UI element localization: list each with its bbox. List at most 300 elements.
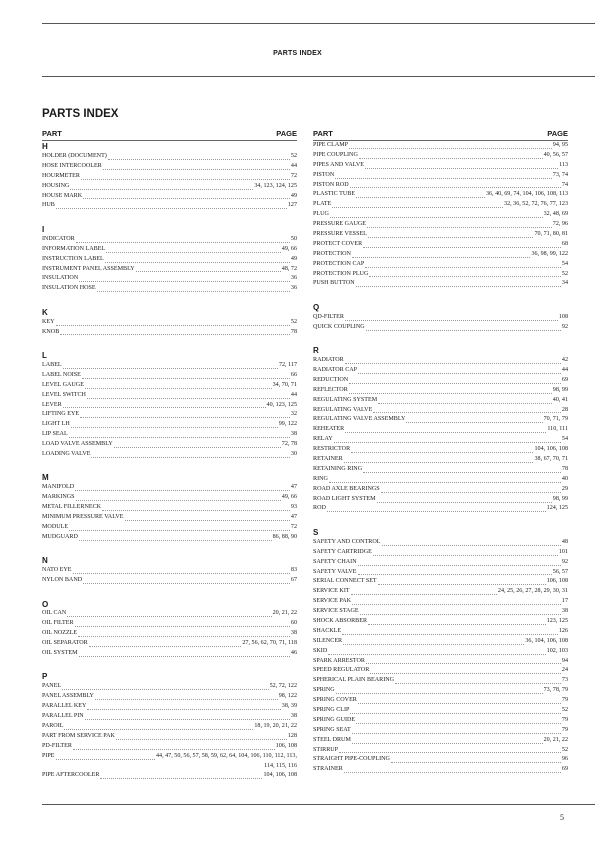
dot-leader bbox=[345, 363, 561, 364]
part-name: PIPES AND VALVE bbox=[313, 161, 365, 168]
column-header bbox=[42, 129, 297, 141]
dot-leader bbox=[377, 502, 552, 503]
part-name: KNOB bbox=[42, 328, 60, 335]
section-gap bbox=[42, 337, 297, 350]
index-section bbox=[42, 555, 297, 586]
dot-leader bbox=[73, 573, 290, 574]
index-entry bbox=[42, 702, 297, 712]
part-name: OIL SYSTEM bbox=[42, 650, 78, 657]
dot-leader bbox=[82, 378, 290, 379]
page-refs: 73 bbox=[561, 677, 568, 684]
part-name: INSULATION HOSE bbox=[42, 285, 96, 292]
top-rule bbox=[42, 23, 595, 24]
dot-leader bbox=[356, 286, 561, 287]
index-entry bbox=[42, 391, 297, 401]
page-refs: 34 bbox=[561, 280, 568, 287]
dot-leader bbox=[350, 187, 561, 188]
page-refs: 49, 66 bbox=[281, 494, 297, 501]
dot-leader bbox=[64, 729, 253, 730]
part-header: PART bbox=[42, 129, 62, 138]
index-entry bbox=[313, 676, 568, 686]
running-header: PARTS INDEX bbox=[273, 50, 322, 57]
dot-leader bbox=[359, 158, 543, 159]
dot-leader bbox=[339, 752, 561, 753]
index-entry bbox=[313, 647, 568, 657]
part-name: PIPE bbox=[42, 752, 55, 759]
index-entry bbox=[313, 445, 568, 455]
dot-leader bbox=[378, 584, 546, 585]
page-refs: 52 bbox=[561, 746, 568, 753]
index-entry bbox=[313, 435, 568, 445]
dot-leader bbox=[69, 530, 290, 531]
index-section bbox=[42, 472, 297, 542]
dot-leader bbox=[334, 442, 561, 443]
page-refs: 52 bbox=[290, 318, 297, 325]
page-refs: 124, 125 bbox=[546, 505, 568, 512]
dot-leader bbox=[87, 398, 290, 399]
index-section bbox=[42, 350, 297, 460]
index-entry bbox=[42, 752, 297, 762]
index-entry bbox=[313, 415, 568, 425]
page-refs: 79 bbox=[561, 716, 568, 723]
dot-leader bbox=[365, 267, 561, 268]
dot-leader bbox=[352, 733, 561, 734]
page-refs: 92 bbox=[561, 558, 568, 565]
part-name: REFLECTOR bbox=[313, 386, 348, 393]
page-refs: 40, 56, 57 bbox=[543, 151, 568, 158]
part-name: PAROIL bbox=[42, 723, 64, 729]
part-name: LEVEL SWITCH bbox=[42, 391, 86, 398]
part-name: LIFTING EYE bbox=[42, 411, 80, 418]
page-refs: 48, 72 bbox=[281, 265, 297, 272]
page-refs: 72 bbox=[290, 172, 297, 179]
dot-leader bbox=[62, 689, 269, 690]
section-letter: L bbox=[42, 350, 47, 360]
dot-leader bbox=[80, 417, 290, 418]
page-refs: 38 bbox=[290, 630, 297, 637]
part-name: RING bbox=[313, 475, 328, 482]
part-name: LABEL NOISE bbox=[42, 371, 81, 378]
index-section bbox=[42, 599, 297, 659]
part-name: RELAY bbox=[313, 436, 333, 443]
section-letter: H bbox=[42, 142, 48, 151]
page-refs: 49, 66 bbox=[281, 245, 297, 252]
part-name: HOUSING bbox=[42, 182, 70, 189]
dot-leader bbox=[85, 388, 272, 389]
dot-leader bbox=[100, 778, 262, 779]
page-refs: 114, 115, 116 bbox=[264, 762, 297, 769]
part-name: LOAD VALVE ASSEMBLY bbox=[42, 441, 113, 448]
dot-leader bbox=[63, 368, 278, 369]
index-entry bbox=[42, 245, 297, 255]
index-entry bbox=[42, 742, 297, 752]
page-refs: 68 bbox=[561, 240, 568, 247]
page-refs: 106, 108 bbox=[546, 578, 568, 585]
section-letter: O bbox=[42, 599, 49, 609]
page-refs: 96 bbox=[561, 756, 568, 763]
part-name: SPHERICAL PLAIN BEARING bbox=[313, 677, 395, 684]
dot-leader bbox=[345, 320, 558, 321]
section-gap bbox=[42, 294, 297, 307]
part-name: PROTECTION bbox=[313, 250, 351, 257]
index-entry bbox=[313, 161, 568, 171]
dot-leader bbox=[350, 713, 561, 714]
index-entry bbox=[42, 440, 297, 450]
section-gap bbox=[42, 460, 297, 473]
part-name: METAL FILLERNECK bbox=[42, 504, 102, 511]
part-name: OIL NOZZLE bbox=[42, 630, 78, 637]
index-entry bbox=[42, 483, 297, 493]
part-name: HOSE INTERCOOLER bbox=[42, 162, 102, 169]
index-entry bbox=[313, 270, 568, 280]
dot-leader bbox=[367, 227, 552, 228]
dot-leader bbox=[358, 565, 561, 566]
dot-leader bbox=[366, 663, 561, 664]
dot-leader bbox=[102, 510, 290, 511]
index-section bbox=[313, 141, 568, 289]
page-refs: 32, 36, 52, 72, 76, 77, 123 bbox=[504, 201, 568, 208]
part-name: PIPE COUPLING bbox=[313, 151, 358, 158]
page-refs: 104, 106, 108 bbox=[534, 446, 568, 453]
index-entry bbox=[42, 732, 297, 742]
index-entry bbox=[42, 401, 297, 411]
page-refs: 38 bbox=[561, 608, 568, 615]
page-refs: 104, 106, 108 bbox=[263, 772, 297, 779]
index-section bbox=[42, 307, 297, 338]
section-letter: R bbox=[313, 346, 319, 356]
part-name: SPEED REGULATOR bbox=[313, 667, 370, 674]
part-name: SAFETY VALVE bbox=[313, 568, 357, 575]
page-refs: 44 bbox=[561, 367, 568, 374]
dot-leader bbox=[391, 762, 561, 763]
index-entry bbox=[313, 617, 568, 627]
part-name: HOUSE MARK bbox=[42, 192, 83, 199]
dot-leader bbox=[358, 373, 561, 374]
dot-leader bbox=[70, 189, 253, 190]
index-entry bbox=[313, 755, 568, 765]
part-name: PROTECTION PLUG bbox=[313, 270, 369, 277]
part-name: PROTECT COVER bbox=[313, 240, 363, 247]
part-name: RADIATOR CAP bbox=[313, 367, 358, 374]
page-refs: 102, 103 bbox=[546, 647, 568, 654]
dot-leader bbox=[108, 159, 290, 160]
index-entry bbox=[313, 376, 568, 386]
page-refs: 67 bbox=[290, 577, 297, 584]
dot-leader bbox=[69, 437, 290, 438]
part-name: INSULATION bbox=[42, 275, 79, 282]
page-refs: 38, 39 bbox=[281, 703, 297, 710]
dot-leader bbox=[351, 452, 533, 453]
part-name: MANIFOLD bbox=[42, 484, 75, 491]
page-refs: 73, 78, 79 bbox=[543, 687, 568, 694]
index-entry bbox=[313, 686, 568, 696]
dot-leader bbox=[79, 281, 290, 282]
index-entry bbox=[313, 736, 568, 746]
index-entry bbox=[313, 171, 568, 181]
index-entry bbox=[42, 639, 297, 649]
index-entry bbox=[42, 712, 297, 722]
page-refs: 128 bbox=[287, 732, 297, 739]
index-entry bbox=[313, 587, 568, 597]
dot-leader bbox=[352, 257, 531, 258]
part-name: HOURMETER bbox=[42, 172, 80, 179]
page-refs: 56, 57 bbox=[552, 568, 568, 575]
index-entry bbox=[313, 181, 568, 191]
page-refs: 44 bbox=[290, 391, 297, 398]
index-entry bbox=[42, 771, 297, 781]
section-gap bbox=[42, 543, 297, 556]
part-name: SAFETY CARTRIDGE bbox=[313, 548, 372, 555]
section-gap bbox=[313, 333, 568, 346]
section-letter: M bbox=[42, 473, 49, 483]
index-entry bbox=[313, 279, 568, 289]
index-entry bbox=[42, 619, 297, 629]
index-entry bbox=[313, 505, 568, 515]
dot-leader bbox=[328, 654, 545, 655]
part-name: INSTRUCTION LABEL bbox=[42, 255, 104, 262]
part-name: KEY bbox=[42, 318, 55, 325]
section-letter: I bbox=[42, 224, 45, 234]
part-name: ROAD AXLE BEARINGS bbox=[313, 485, 380, 492]
page-refs: 38 bbox=[290, 713, 297, 720]
dot-leader bbox=[381, 492, 561, 493]
part-name: SERIAL CONNECT SET bbox=[313, 578, 377, 585]
index-entry bbox=[313, 577, 568, 587]
index-entry bbox=[313, 425, 568, 435]
index-entry bbox=[313, 190, 568, 200]
page-refs: 72, 96 bbox=[552, 221, 568, 228]
part-name: LIP SEAL bbox=[42, 431, 68, 438]
part-name: REHEATER bbox=[313, 426, 345, 433]
part-name: PRESSURE GAUGE bbox=[313, 221, 366, 228]
dot-leader bbox=[395, 683, 561, 684]
dot-leader bbox=[136, 271, 281, 272]
part-name: RESTRICTOR bbox=[313, 446, 351, 453]
index-entry bbox=[313, 716, 568, 726]
dot-leader bbox=[378, 403, 552, 404]
page-header: PAGE bbox=[276, 129, 297, 138]
part-name: PIPE CLAMP bbox=[313, 141, 349, 148]
index-entry bbox=[313, 396, 568, 406]
page-refs: 94, 95 bbox=[552, 141, 568, 148]
index-entry bbox=[42, 255, 297, 265]
dot-leader bbox=[363, 247, 561, 248]
index-section bbox=[313, 527, 568, 775]
index-entry bbox=[313, 485, 568, 495]
page-refs: 101 bbox=[558, 548, 568, 555]
page-refs: 69 bbox=[561, 766, 568, 773]
page-refs: 99, 122 bbox=[278, 421, 297, 428]
index-entry bbox=[313, 250, 568, 260]
dot-leader bbox=[336, 693, 543, 694]
dot-leader bbox=[89, 646, 242, 647]
page-refs: 113 bbox=[559, 161, 568, 168]
part-name: SILENCER bbox=[313, 637, 343, 644]
index-column-right bbox=[313, 129, 568, 775]
part-name: PLUG bbox=[313, 211, 329, 218]
index-entry bbox=[313, 637, 568, 647]
dot-leader bbox=[125, 520, 290, 521]
dot-leader bbox=[97, 291, 290, 292]
part-name: SERVICE PAK bbox=[313, 598, 352, 605]
part-name: MARKINGS bbox=[42, 494, 75, 501]
part-name: REGULATING SYSTEM bbox=[313, 396, 378, 403]
part-name: MODULE bbox=[42, 523, 69, 530]
dot-leader bbox=[67, 616, 271, 617]
page-refs: 106, 108 bbox=[275, 742, 297, 749]
index-entry bbox=[42, 162, 297, 172]
dot-leader bbox=[332, 207, 503, 208]
part-name: STRAIGHT PIPE-COUPLING bbox=[313, 756, 390, 763]
index-section bbox=[42, 224, 297, 294]
page-refs: 72, 78 bbox=[281, 441, 297, 448]
index-entry bbox=[313, 538, 568, 548]
index-entry bbox=[313, 323, 568, 333]
page-refs: 83 bbox=[290, 567, 297, 574]
index-entry bbox=[313, 141, 568, 151]
dot-leader bbox=[85, 719, 290, 720]
dot-leader bbox=[406, 422, 542, 423]
index-entry bbox=[313, 746, 568, 756]
index-section bbox=[313, 345, 568, 514]
part-name: MUDGUARD bbox=[42, 533, 78, 540]
index-entry bbox=[42, 629, 297, 639]
part-name: PARALLEL KEY bbox=[42, 703, 87, 710]
index-entry bbox=[313, 657, 568, 667]
page-header: PAGE bbox=[547, 129, 568, 138]
index-entry bbox=[313, 568, 568, 578]
index-section bbox=[42, 671, 297, 781]
page-refs: 36, 104, 106, 108 bbox=[525, 637, 568, 644]
dot-leader bbox=[329, 482, 561, 483]
dot-leader bbox=[87, 709, 280, 710]
dot-leader bbox=[349, 383, 561, 384]
part-name: REGULATING VALVE ASSEMBLY bbox=[313, 416, 406, 423]
part-name: OIL CAN bbox=[42, 610, 67, 617]
index-entry bbox=[42, 430, 297, 440]
part-name: PLASTIC TUBE bbox=[313, 191, 356, 198]
index-entry bbox=[313, 597, 568, 607]
part-name: QUICK COUPLING bbox=[313, 323, 365, 330]
dot-leader bbox=[73, 749, 275, 750]
page-refs: 79 bbox=[561, 726, 568, 733]
page-number: 5 bbox=[560, 813, 564, 822]
page-refs: 70, 71, 80, 81 bbox=[534, 231, 568, 237]
dot-leader bbox=[344, 772, 561, 773]
section-letter: P bbox=[42, 672, 48, 682]
part-name: PIPE AFTERCOOLER bbox=[42, 772, 100, 779]
index-entry bbox=[313, 260, 568, 270]
page-refs: 66 bbox=[290, 371, 297, 378]
dot-leader bbox=[63, 407, 266, 408]
dot-leader bbox=[330, 217, 543, 218]
index-entry bbox=[42, 450, 297, 460]
index-entry bbox=[42, 274, 297, 284]
page-refs: 47 bbox=[290, 514, 297, 521]
page-refs: 17 bbox=[561, 598, 568, 605]
page-title: PARTS INDEX bbox=[42, 108, 119, 120]
page-refs: 54 bbox=[561, 436, 568, 443]
page-refs: 40, 123, 125 bbox=[266, 401, 297, 408]
dot-leader bbox=[349, 393, 552, 394]
page-refs: 24, 25, 26, 27, 28, 29, 30, 31 bbox=[497, 588, 568, 595]
part-name: SPRING COVER bbox=[313, 697, 357, 704]
part-name: RADIATOR bbox=[313, 357, 344, 364]
dot-leader bbox=[75, 626, 290, 627]
section-letter: S bbox=[313, 527, 319, 537]
part-name: REGULATING VALVE bbox=[313, 406, 373, 413]
index-entry bbox=[42, 328, 297, 338]
dot-leader bbox=[79, 540, 272, 541]
part-name: LEVER bbox=[42, 401, 62, 408]
dot-leader bbox=[351, 594, 497, 595]
part-name: OIL SEPARATOR bbox=[42, 640, 88, 647]
part-name: SPRING SEAT bbox=[313, 726, 351, 733]
part-name: PISTON ROD bbox=[313, 181, 349, 188]
part-name: OIL FILTER bbox=[42, 620, 74, 627]
dot-leader bbox=[95, 699, 278, 700]
index-section bbox=[42, 141, 297, 211]
index-entry bbox=[42, 192, 297, 202]
dot-leader bbox=[91, 457, 289, 458]
index-entry bbox=[313, 607, 568, 617]
page-refs: 28 bbox=[561, 406, 568, 413]
part-name: PLATE bbox=[313, 201, 332, 208]
dot-leader bbox=[358, 574, 552, 575]
section-gap bbox=[42, 586, 297, 599]
page-refs: 38, 67, 70, 71 bbox=[534, 456, 568, 463]
page-refs: 44 bbox=[290, 162, 297, 169]
part-name: SHOCK ABSORBER bbox=[313, 618, 368, 624]
page-refs: 18, 19, 20, 21, 22 bbox=[254, 723, 297, 729]
page-refs: 20, 21, 22 bbox=[543, 736, 568, 743]
page-refs: 36 bbox=[290, 285, 297, 292]
part-name: ROD bbox=[313, 505, 326, 512]
index-entry bbox=[313, 548, 568, 558]
part-name: NATO EYE bbox=[42, 567, 72, 574]
part-name: RETAINER bbox=[313, 456, 343, 463]
page-refs: 52, 72, 122 bbox=[269, 683, 297, 690]
part-name: HUB bbox=[42, 202, 55, 209]
dot-leader bbox=[76, 500, 281, 501]
index-entry bbox=[42, 503, 297, 513]
page-refs: 34, 70, 71 bbox=[272, 381, 297, 388]
part-name: HOLDER (DOCUMENT) bbox=[42, 152, 107, 159]
dot-leader bbox=[103, 169, 290, 170]
part-name: NYLON BAND bbox=[42, 577, 83, 584]
part-name: SPRING GUIDE bbox=[313, 716, 356, 723]
index-entry bbox=[42, 182, 297, 192]
page-refs: 98, 99 bbox=[552, 495, 568, 502]
part-name: ROAD LIGHT SYSTEM bbox=[313, 495, 376, 502]
page-refs: 110, 111 bbox=[547, 426, 568, 433]
page-refs: 52 bbox=[290, 152, 297, 159]
index-entry bbox=[313, 765, 568, 775]
index-entry bbox=[42, 318, 297, 328]
index-entry bbox=[42, 610, 297, 620]
page-refs: 24 bbox=[561, 667, 568, 674]
part-name: STIRRUP bbox=[313, 746, 339, 753]
dot-leader bbox=[373, 555, 558, 556]
dot-leader bbox=[352, 743, 543, 744]
part-name: LABEL bbox=[42, 361, 62, 368]
page-refs: 42 bbox=[561, 357, 568, 364]
part-name: PISTON bbox=[313, 171, 335, 178]
section-letter: N bbox=[42, 556, 48, 566]
index-entry bbox=[42, 576, 297, 586]
page-refs: 44, 47, 50, 56, 57, 58, 59, 62, 64, 104, 106, 110, 112, 113, bbox=[155, 752, 297, 759]
page-refs: 36 bbox=[290, 275, 297, 282]
